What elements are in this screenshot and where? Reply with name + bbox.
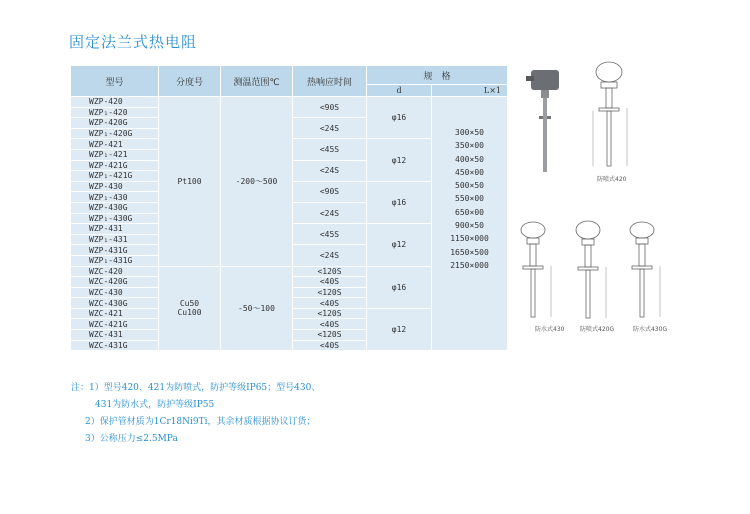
figure-caption: 防喷式420 [597,176,627,183]
drawing-420 [585,58,645,176]
header-lx: L×1 [432,85,508,97]
model-cell: WZP₁-421 [71,149,159,160]
header-division: 分度号 [159,66,221,97]
range-cell: -200～500 [221,97,293,267]
model-cell: WZP-430G [71,202,159,213]
response-cell: <90S [293,97,367,118]
length-cell [432,97,508,351]
model-cell: WZC-420 [71,266,159,277]
diameter-cell: φ16 [367,97,432,139]
response-cell: <40S [293,319,367,330]
model-cell: WZP₁-420 [71,107,159,118]
division-cu100: Cu100 [177,308,202,318]
response-cell: <45S [293,139,367,160]
header-response: 热响应时间 [293,66,367,97]
drawing-420g [568,218,618,323]
division-cu50: Cu50 [179,299,200,309]
length-value: 900×50 [455,221,484,231]
response-cell: <40S [293,298,367,309]
notes [71,380,320,448]
model-cell: WZP-430 [71,181,159,192]
model-cell: WZC-420G [71,277,159,288]
figure-caption: 防喷式420G [580,326,615,333]
note-line: 注：1）型号420、421为防喷式，防护等级IP65；型号430、 [71,383,321,393]
drawing-430 [513,218,563,323]
length-value: 500×50 [455,181,484,191]
model-cell: WZP-431G [71,245,159,256]
diameter-cell: φ16 [367,266,432,308]
header-d: d [367,85,432,97]
division-cell [159,266,221,351]
response-cell: <24S [293,202,367,223]
response-cell: <120S [293,330,367,341]
response-cell: <120S [293,308,367,319]
model-cell: WZC-431 [71,330,159,341]
probe-figure-420 [523,58,573,178]
length-value: 300×50 [455,128,484,137]
model-cell: WZP₁-430G [71,213,159,224]
model-cell: WZP₁-420G [71,128,159,139]
model-cell: WZP₁-430 [71,192,159,203]
response-cell: <90S [293,181,367,202]
length-value: 650×00 [455,207,484,217]
model-cell: WZP₁-431G [71,255,159,266]
length-value: 350×00 [455,141,484,151]
table-row [71,97,508,108]
page-title: 固定法兰式热电阻 [69,33,198,51]
length-value: 450×00 [455,167,484,177]
diameter-cell: φ12 [367,308,432,350]
header-model: 型号 [71,66,159,97]
note-line: 3）公称压力≤2.5MPa [85,434,178,444]
response-cell: <120S [293,266,367,277]
length-value: 550×00 [455,194,484,204]
diameter-cell: φ12 [367,224,432,266]
length-value: 1150×000 [450,234,489,244]
length-value: 400×50 [455,154,484,164]
response-cell: <40S [293,340,367,351]
response-cell: <24S [293,245,367,266]
diameter-cell: φ12 [367,139,432,181]
range-cell: -50～100 [221,266,293,351]
header-range: 测温范围℃ [221,66,293,97]
response-cell: <120S [293,287,367,298]
model-cell: WZP-420 [71,97,159,108]
response-cell: <24S [293,160,367,181]
model-cell: WZC-421G [71,319,159,330]
model-cell: WZP-420G [71,118,159,129]
diameter-cell: φ16 [367,181,432,223]
drawing-430g [622,218,672,323]
figure-caption: 防水式430 [535,326,565,333]
header-spec: 规 格 [367,66,508,85]
model-cell: WZC-431G [71,340,159,351]
model-cell: WZC-430G [71,298,159,309]
model-cell: WZC-430 [71,287,159,298]
model-cell: WZC-421 [71,308,159,319]
response-cell: <24S [293,118,367,139]
model-cell: WZP-431 [71,224,159,235]
note-line: 431为防水式，防护等级IP55 [95,400,215,410]
response-cell: <40S [293,277,367,288]
spec-table [70,65,508,351]
model-cell: WZP-421 [71,139,159,150]
length-value: 1650×500 [450,247,489,257]
note-line: 2）保护管材质为1Cr18Ni9Ti，其余材质根据协议订货； [85,417,316,427]
model-cell: WZP₁-431 [71,234,159,245]
model-cell: WZP₁-421G [71,171,159,182]
division-cell: Pt100 [159,97,221,267]
model-cell: WZP-421G [71,160,159,171]
figure-caption: 防水式430G [633,326,668,333]
length-value: 2150×000 [450,260,489,270]
response-cell: <45S [293,224,367,245]
